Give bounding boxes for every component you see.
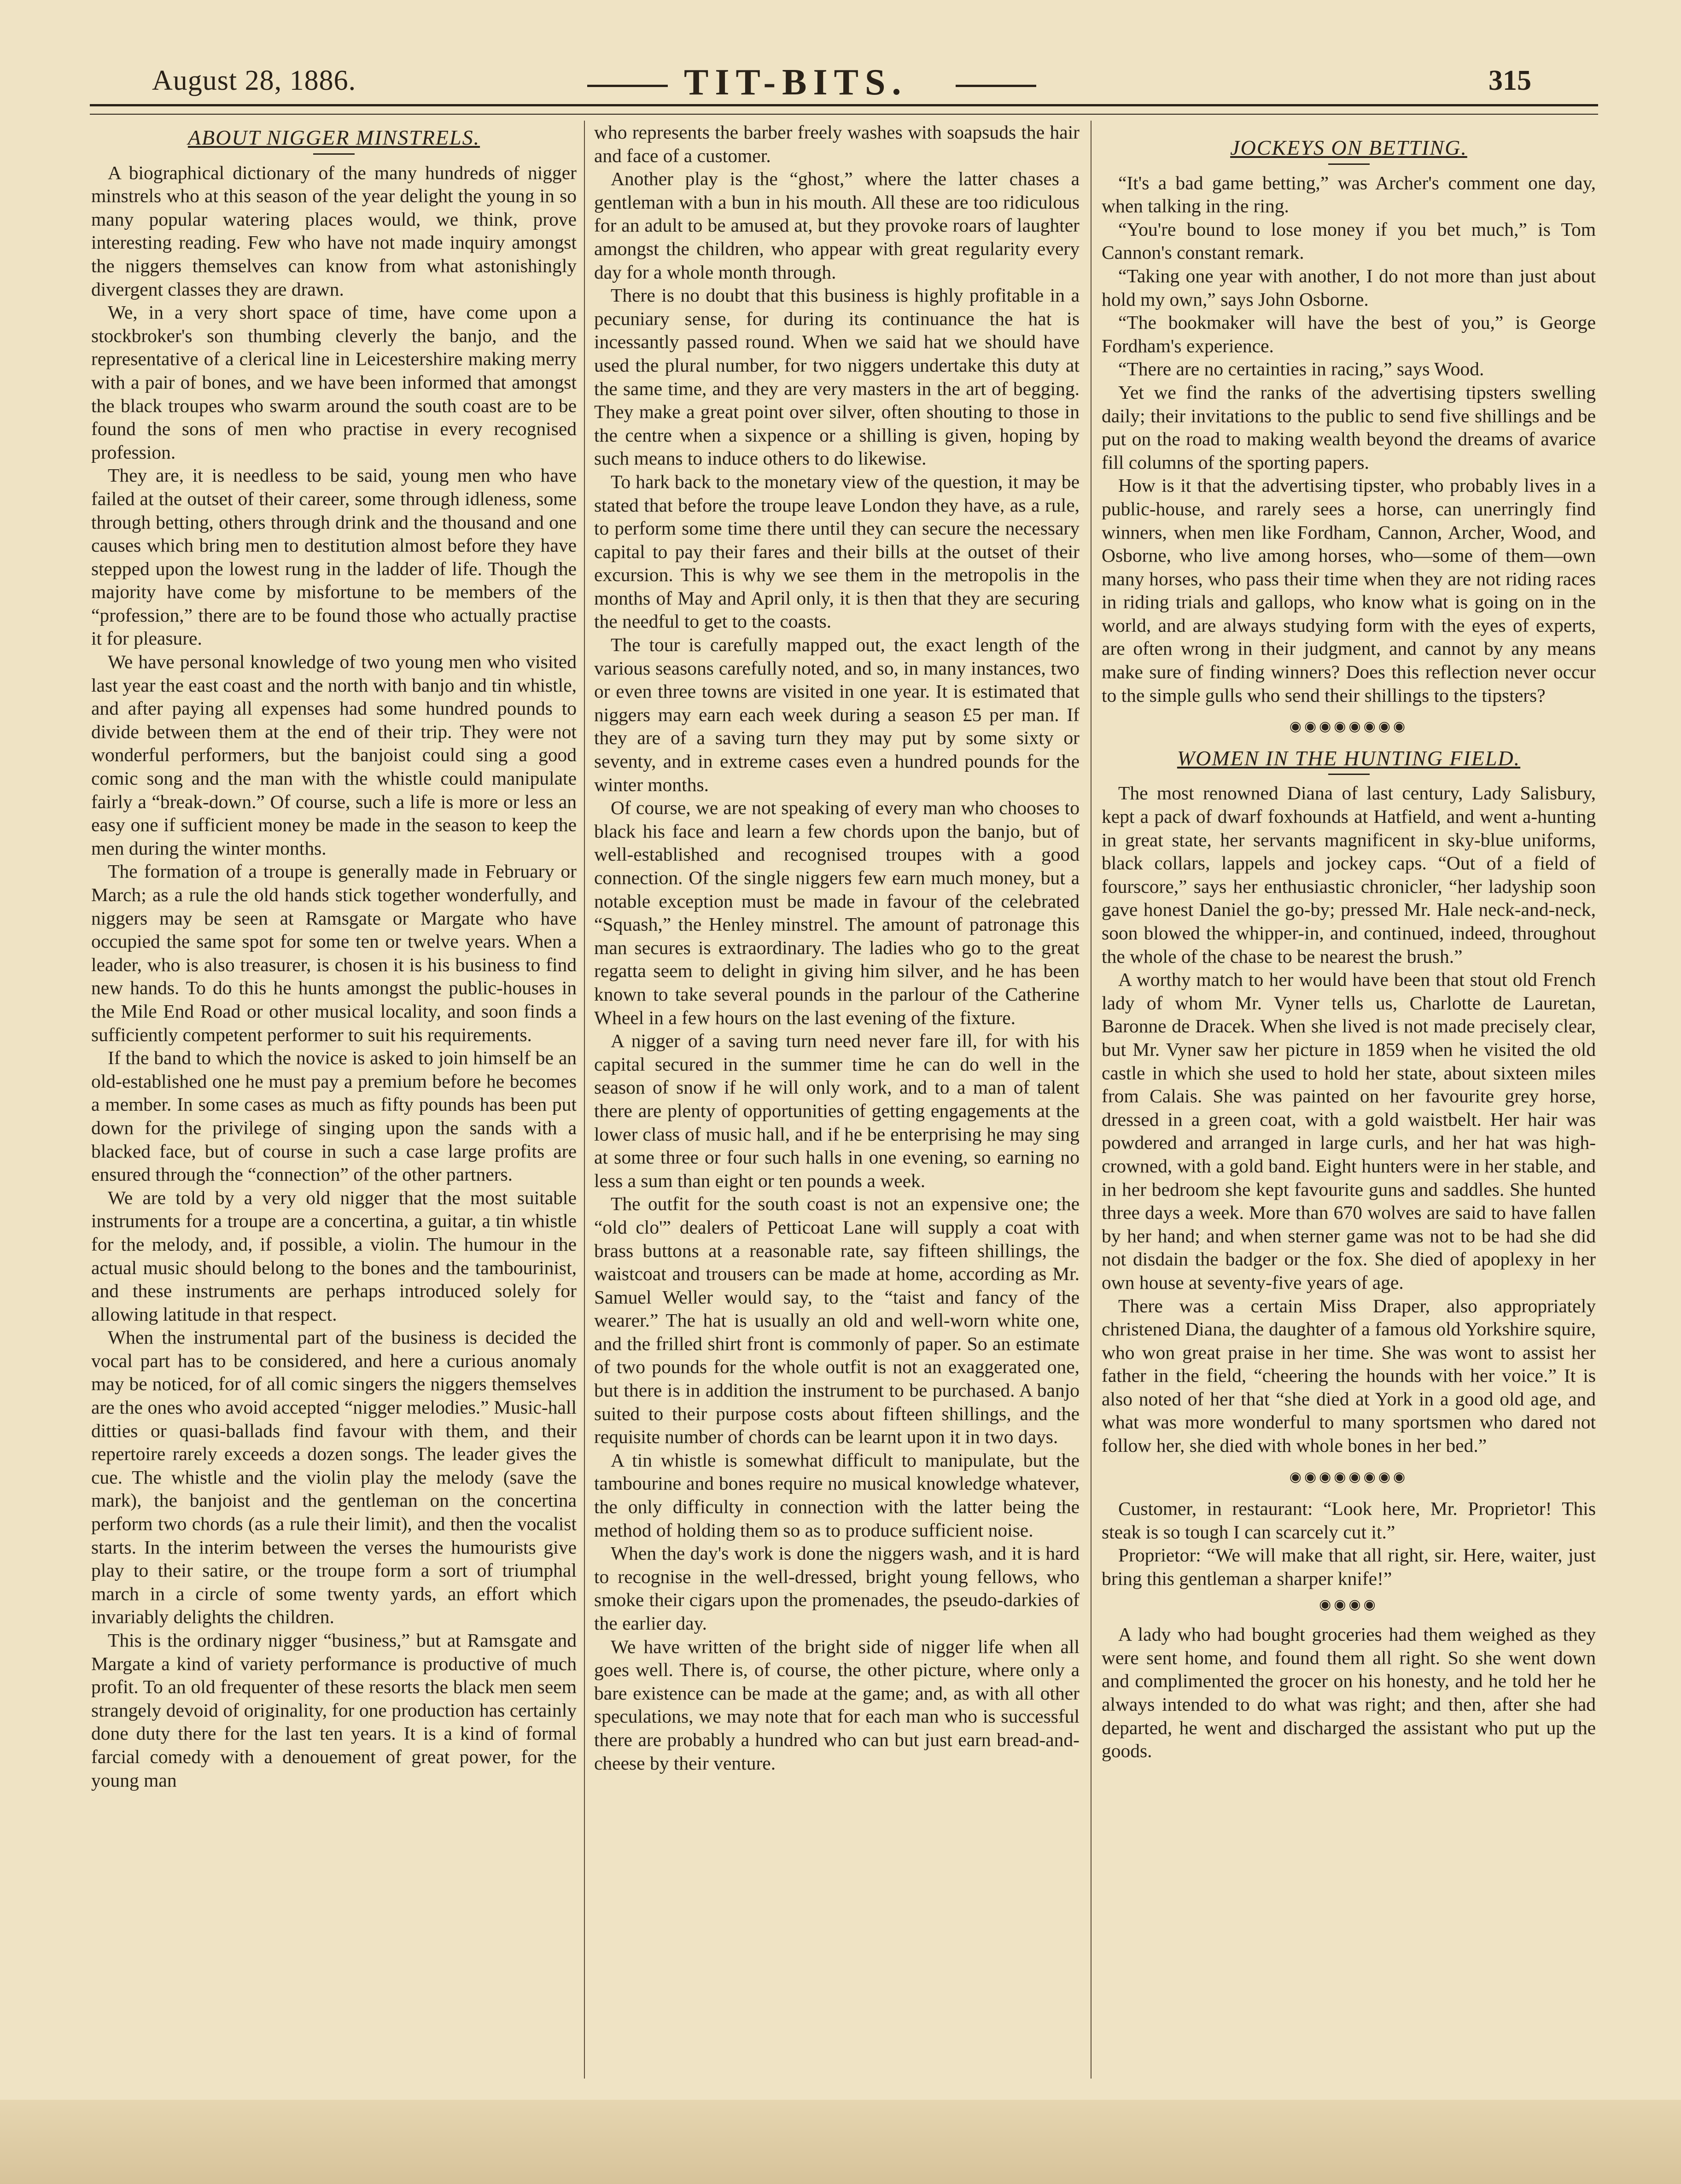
page-number: 315: [1488, 65, 1531, 96]
article-paragraph: When the instrumental part of the business is decided the vocal part has to be considered, and here a curious anomaly may be noticed, for of all comic singers the niggers themselves are the ones who avoid accepted “nigger melodies.” Music-hall ditties or quasi-ballads find favour with them, and their repertoire rarely exceeds a dozen songs. The leader gives the cue. The whistle and the violin play the melody (save the mark), the banjoist and the gentleman on the concertina perform two chords (as a rule their limit), and then the vocalist starts. In the interim between the verses the humourists give play to their satire, or the troupe form a sort of triumphal march in a circle of some twenty yards, an effort which invariably delights the children.: [91, 1327, 577, 1628]
article-paragraph: “The bookmaker will have the best of you,” is George Fordham's experience.: [1102, 312, 1596, 356]
article-paragraph: “There are no certainties in racing,” says Wood.: [1118, 358, 1484, 380]
anecdote-paragraph: A lady who had bought groceries had them weighed as they were sent home, and found them all right. So she went down and complimented the grocer on his honesty, and he told her he always intended to do what was right; and then, after she had departed, he went and discharged the assistant who put up the goods.: [1102, 1624, 1596, 1762]
ornament-divider: ◉◉◉◉◉◉◉◉: [1289, 719, 1408, 734]
article-paragraph: A tin whistle is somewhat difficult to manipulate, but the tambourine and bones require no musical knowledge whatever, the only difficulty in connection with the latter being the method of holding them so as to produce sufficient noise.: [594, 1449, 1080, 1541]
article-paragraph: This is the ordinary nigger “business,” but at Ramsgate and Margate a kind of variety performance is productive of much profit. To an old frequenter of these resorts the black men seem strangely devoid of originality, for one production has certainly done duty there for the last ten years. It is a kind of formal farcial comedy with a denouement of great power, for the young man: [91, 1630, 577, 1791]
column-2: [594, 121, 1080, 2080]
article-paragraph: We are told by a very old nigger that the most suitable instruments for a troupe are a concertina, a guitar, a tin whistle for the melody, and, if possible, a violin. The humour in the actual music should belong to the bones and the tambourinist, and these instruments are perhaps introduced solely for allowing latitude in that respect.: [91, 1187, 577, 1325]
article-paragraph: The outfit for the south coast is not an expensive one; the “old clo'” dealers of Petticoat Lane will supply a coat with brass buttons at a reasonable rate, say fifteen shillings, the waistcoat and trousers can be made at home, according as Mr. Samuel Weller would say, to the “taist and fancy of the wearer.” The hat is usually an old and well-worn white one, and the frilled shirt front is commonly of paper. So an estimate of two pounds for the whole outfit is not an exaggerated one, but there is in addition the instrument to be purchased. A banjo suited to their purpose costs about fifteen shillings, and the requisite number of chords can be learnt upon it in two days.: [594, 1193, 1080, 1448]
page-header: [90, 64, 1531, 106]
article-paragraph: “It's a bad game betting,” was Archer's comment one day, when talking in the ring.: [1102, 172, 1596, 217]
article-heading: JOCKEYS ON BETTING.: [1230, 136, 1467, 159]
article-paragraph: A nigger of a saving turn need never fare ill, for with his capital secured in the summer time he can do well in the season of snow if he will only work, and to a man of talent there are plenty of opportunities of getting engagements at the lower class of music hall, and if he be enterprising he may sing at some three or four such halls in one evening, so earning no less a sum than eight or ten pounds a week.: [594, 1030, 1080, 1191]
article-heading: WOMEN IN THE HUNTING FIELD.: [1177, 746, 1521, 770]
column-divider: [584, 121, 585, 2079]
ornament-divider: ◉◉◉◉: [1319, 1596, 1378, 1612]
article-paragraph: Of course, we are not speaking of every man who chooses to black his face and learn a few chords upon the banjo, but of well-established and recognised troupes with a good connection. Of the single niggers few earn much money, but a notable exception must be made in favour of the celebrated “Squash,” the Henley minstrel. The amount of patronage this man secures is extraordinary. The ladies who go to the great regatta seem to delight in giving him silver, and he has been known to take several pounds in the parlour of the Catherine Wheel in a few hours on the last evening of the fixture.: [594, 797, 1080, 1028]
article-paragraph: The tour is carefully mapped out, the exact length of the various seasons carefully noted, and so, in many instances, two or even three towns are visited in one year. It is estimated that niggers may earn each week during a season £5 per man. If they are of a saving turn they may put by some sixty or seventy, and in extreme cases even a hundred pounds for the winter months.: [594, 634, 1080, 795]
article-paragraph: who represents the barber freely washes with soapsuds the hair and face of a customer.: [594, 122, 1080, 166]
article-paragraph: They are, it is needless to be said, young men who have failed at the outset of their career, some through idleness, some through betting, others through drink and the thousand and one causes which bring men to destitution almost before they have stepped upon the lowest rung in the ladder of life. Though the majority have come by misfortune to be members of the “profession,” there are to be found those who actually practise it for pleasure.: [91, 465, 577, 649]
article-paragraph: To hark back to the monetary view of the question, it may be stated that before the troupe leave London they have, as a rule, to perform some time there until they can secure the necessary capital to pay their fares and their bills at the outset of their excursion. This is why we see them in the metropolis in the months of May and April only, it is then that they are securing the needful to get to the coasts.: [594, 471, 1080, 632]
article-paragraph: “You're bound to lose money if you bet much,” is Tom Cannon's constant remark.: [1102, 218, 1596, 263]
article-paragraph: We, in a very short space of time, have come upon a stockbroker's son thumbing cleverly the banjo, and the representative of a clerical line in Leicestershire making merry with a pair of bones, and we have been informed that amongst the black troupes who swarm around the south coast are to be found the sons of men who practise in every recognised profession.: [91, 302, 577, 463]
article-paragraph: A worthy match to her would have been that stout old French lady of whom Mr. Vyner tells us, Charlotte de Lauretan, Baronne de Dracek. When she lived is not made precisely clear, but Mr. Vyner saw her picture in 1859 when he visited the old castle in which she used to hold her state, about sixteen miles from Calais. She was painted on her favourite grey horse, dressed in a green coat, with a gold waistbelt. Her hair was powdered and arranged in large curls, and her hat was high-crowned, with a gold band. Eight hunters were in her stable, and in her bedroom she kept favourite guns and saddles. She hunted three days a week. More than 670 wolves are said to have fallen by her hand; and when sterner game was not to be had she did not disdain the badger or the fox. She died of apoplexy in her own house at seventy-five years of age.: [1102, 969, 1596, 1293]
heading-rule: [1328, 774, 1370, 775]
ornament-divider: ◉◉◉◉◉◉◉◉: [1289, 1469, 1408, 1485]
article-paragraph: The formation of a troupe is generally made in February or March; as a rule the old hands stick together wonderfully, and niggers may be seen at Ramsgate or Margate who have occupied the same spot for some ten or twelve years. When a leader, who is also treasurer, is chosen it is his business to find new hands. To do this he hunts amongst the public-houses in the Mile End Road or other musical locality, and soon finds a sufficiently competent performer to suit his requirements.: [91, 861, 577, 1045]
article-paragraph: There is no doubt that this business is highly profitable in a pecuniary sense, for during its continuance the hat is incessantly passed round. When we said hat we should have used the plural number, for two niggers undertake this duty at the same time, and they are very masters in the art of begging. They make a great point over silver, often shouting to those in the centre when a sixpence or a shilling is given, hoping by such means to induce others to do likewise.: [594, 285, 1080, 469]
column-1: [91, 121, 577, 2080]
article-paragraph: We have personal knowledge of two young men who visited last year the east coast and the north with banjo and tin whistle, and after paying all expenses had some hundred pounds to divide between them at the end of their trip. They were not wonderful performers, but the banjoist could sing a good comic song and the man with the whistle could manipulate fairly a “break-down.” Of course, such a life is more or less an easy one if sufficient money be made in the season to keep the men during the winter months.: [91, 651, 577, 859]
article-heading: ABOUT NIGGER MINSTRELS.: [187, 126, 480, 149]
article-paragraph: Yet we find the ranks of the advertising tipsters swelling daily; their invitations to the public to send five shillings and be put on the road to making wealth beyond the dreams of avarice fill columns of the sporting papers.: [1102, 381, 1596, 473]
header-rule: [90, 104, 1598, 115]
article-paragraph: Another play is the “ghost,” where the latter chases a gentleman with a bun in his mouth. All these are too ridiculous for an adult to be amused at, but they provoke roars of laughter amongst the children, who appear with great regularity every day for a whole month through.: [594, 168, 1080, 283]
page-bottom-margin: [0, 2100, 1681, 2184]
header-dash-left: [587, 85, 668, 87]
masthead-title: TIT-BITS.: [684, 62, 908, 103]
issue-date: August 28, 1886.: [152, 65, 356, 96]
article-paragraph: The most renowned Diana of last century, Lady Salisbury, kept a pack of dwarf foxhounds at Hatfield, and went a-hunting in great state, her servants magnificent in sky-blue uniforms, black collars, lappels and jockey caps. “Out of a field of fourscore,” says her enthusiastic chronicler, “her ladyship soon gave honest Daniel the go-by; pressed Mr. Hale neck-and-neck, soon blowed the whipper-in, and continued, indeed, throughout the whole of the chase to be nearest the brush.”: [1102, 782, 1596, 967]
header-dash-right: [956, 85, 1036, 87]
heading-rule: [313, 153, 355, 155]
column-3: [1102, 121, 1596, 2080]
article-paragraph: How is it that the advertising tipster, who probably lives in a public-house, and rarely sees a horse, can unerringly find winners, when men like Fordham, Cannon, Archer, Wood, and Osborne, who live among horses, who—some of them—own many horses, who pass their time when they are not riding races in riding trials and gallops, who know what is going on in the world, and are always studying form with the eyes of experts, are often wrong in their judgment, and cannot by any means make sure of finding winners? Does this reflection never occur to the simple gulls who send their shillings to the tipsters?: [1102, 475, 1596, 706]
article-paragraph: We have written of the bright side of nigger life when all goes well. There is, of course, the other picture, where only a bare existence can be made at the game; and, as with all other speculations, we may note that for each man who is successful there are probably a hundred who can but just earn bread-and-cheese by their venture.: [594, 1636, 1080, 1774]
anecdote-paragraph: Customer, in restaurant: “Look here, Mr. Proprietor! This steak is so tough I can scarcely cut it.”: [1102, 1498, 1596, 1543]
article-paragraph: There was a certain Miss Draper, also appropriately christened Diana, the daughter of a famous old Yorkshire squire, who won great praise in her time. She was wont to assist her father in the field, “cheering the hounds with her voice.” It is also noted of her that “she died at York in a good old age, and what was more wonderful to many sportsmen who dared not follow her, she died with whole bones in her bed.”: [1102, 1295, 1596, 1456]
article-paragraph: When the day's work is done the niggers wash, and it is hard to recognise in the well-dressed, bright young fellows, who smoke their cigars upon the promenades, the pseudo-darkies of the earlier day.: [594, 1543, 1080, 1634]
article-paragraph: A biographical dictionary of the many hundreds of nigger minstrels who at this season of the year delight the young in so many popular watering places would, we think, prove interesting reading. Few who have not made inquiry amongst the niggers themselves can know from what astonishingly divergent classes they are drawn.: [91, 162, 577, 300]
article-paragraph: “Taking one year with another, I do not more than just about hold my own,” says John Osborne.: [1102, 265, 1596, 310]
anecdote-paragraph: Proprietor: “We will make that all right, sir. Here, waiter, just bring this gentleman a sharper knife!”: [1102, 1544, 1596, 1590]
article-paragraph: If the band to which the novice is asked to join himself be an old-established one he must pay a premium before he becomes a member. In some cases as much as fifty pounds has been put down for the privilege of singing upon the sands with a blacked face, but of course in such a case large profits are ensured through the “connection” of the other partners.: [91, 1047, 577, 1185]
heading-rule: [1328, 163, 1370, 165]
